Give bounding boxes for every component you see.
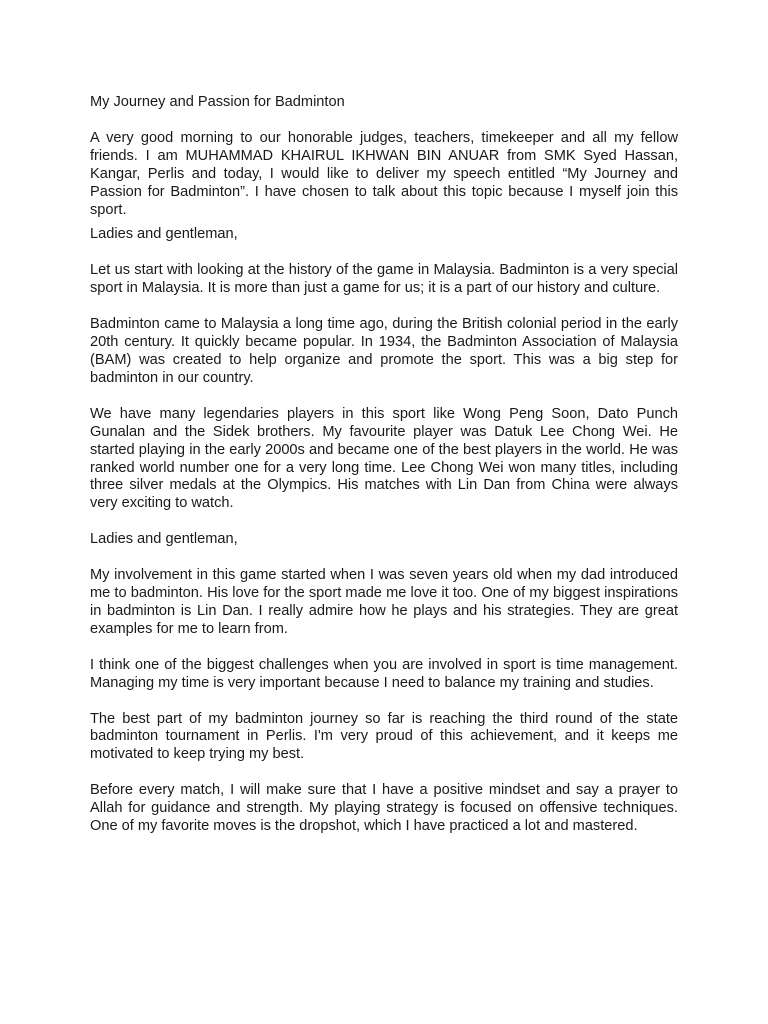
document-page — [90, 94, 678, 854]
paragraph-strategy: Before every match, I will make sure that I have a positive mindset and say a prayer to Allah for guidance and strength. My playing strategy is focused on offensive techniques. One of my favorite moves is the dropshot, which I have practiced a lot and mastered. — [90, 782, 678, 835]
paragraph-legendary-players: We have many legendaries players in this sport like Wong Peng Soon, Dato Punch Gunalan and the Sidek brothers. My favourite player was Datuk Lee Chong Wei. He started playing in the early 2000s and became one of the best players in the world. He was ranked world number one for a very long time. Lee Chong Wei won many titles, including three silver medals at the Olympics. His matches with Lin Dan from China were always very exciting to watch. — [90, 405, 678, 512]
paragraph-history-origin: Badminton came to Malaysia a long time ago, during the British colonial period in the early 20th century. It quickly became popular. In 1934, the Badminton Association of Malaysia (BAM) was created to help organize and promote the sport. This was a big step for badminton in our country. — [90, 316, 678, 386]
paragraph-history-intro: Let us start with looking at the history of the game in Malaysia. Badminton is a very special sport in Malaysia. It is more than just a game for us; it is a part of our history and culture. — [90, 262, 678, 297]
paragraph-greeting: A very good morning to our honorable judges, teachers, timekeeper and all my fellow friends. I am MUHAMMAD KHAIRUL IKHWAN BIN ANUAR from SMK Syed Hassan, Kangar, Perlis and today, I would like to deliver my speech entitled “My Journey and Passion for Badminton”. I have chosen to talk about this topic because I myself join this sport. — [90, 129, 678, 218]
document-title: My Journey and Passion for Badminton — [90, 94, 345, 110]
paragraph-involvement: My involvement in this game started when I was seven years old when my dad introduced me to badminton. His love for the sport made me love it too. One of my biggest inspirations in badminton is Lin Dan. I really admire how he plays and his strategies. They are great examples for me to learn from. — [90, 567, 678, 637]
paragraph-achievement: The best part of my badminton journey so far is reaching the third round of the state badminton tournament in Perlis. I'm very proud of this achievement, and it keeps me motivated to keep trying my best. — [90, 710, 678, 763]
paragraph-challenges: I think one of the biggest challenges when you are involved in sport is time management. Managing my time is very important because I need to balance my training and studies. — [90, 656, 678, 691]
paragraph-salutation: Ladies and gentleman, — [90, 226, 238, 243]
paragraph-salutation: Ladies and gentleman, — [90, 531, 238, 548]
